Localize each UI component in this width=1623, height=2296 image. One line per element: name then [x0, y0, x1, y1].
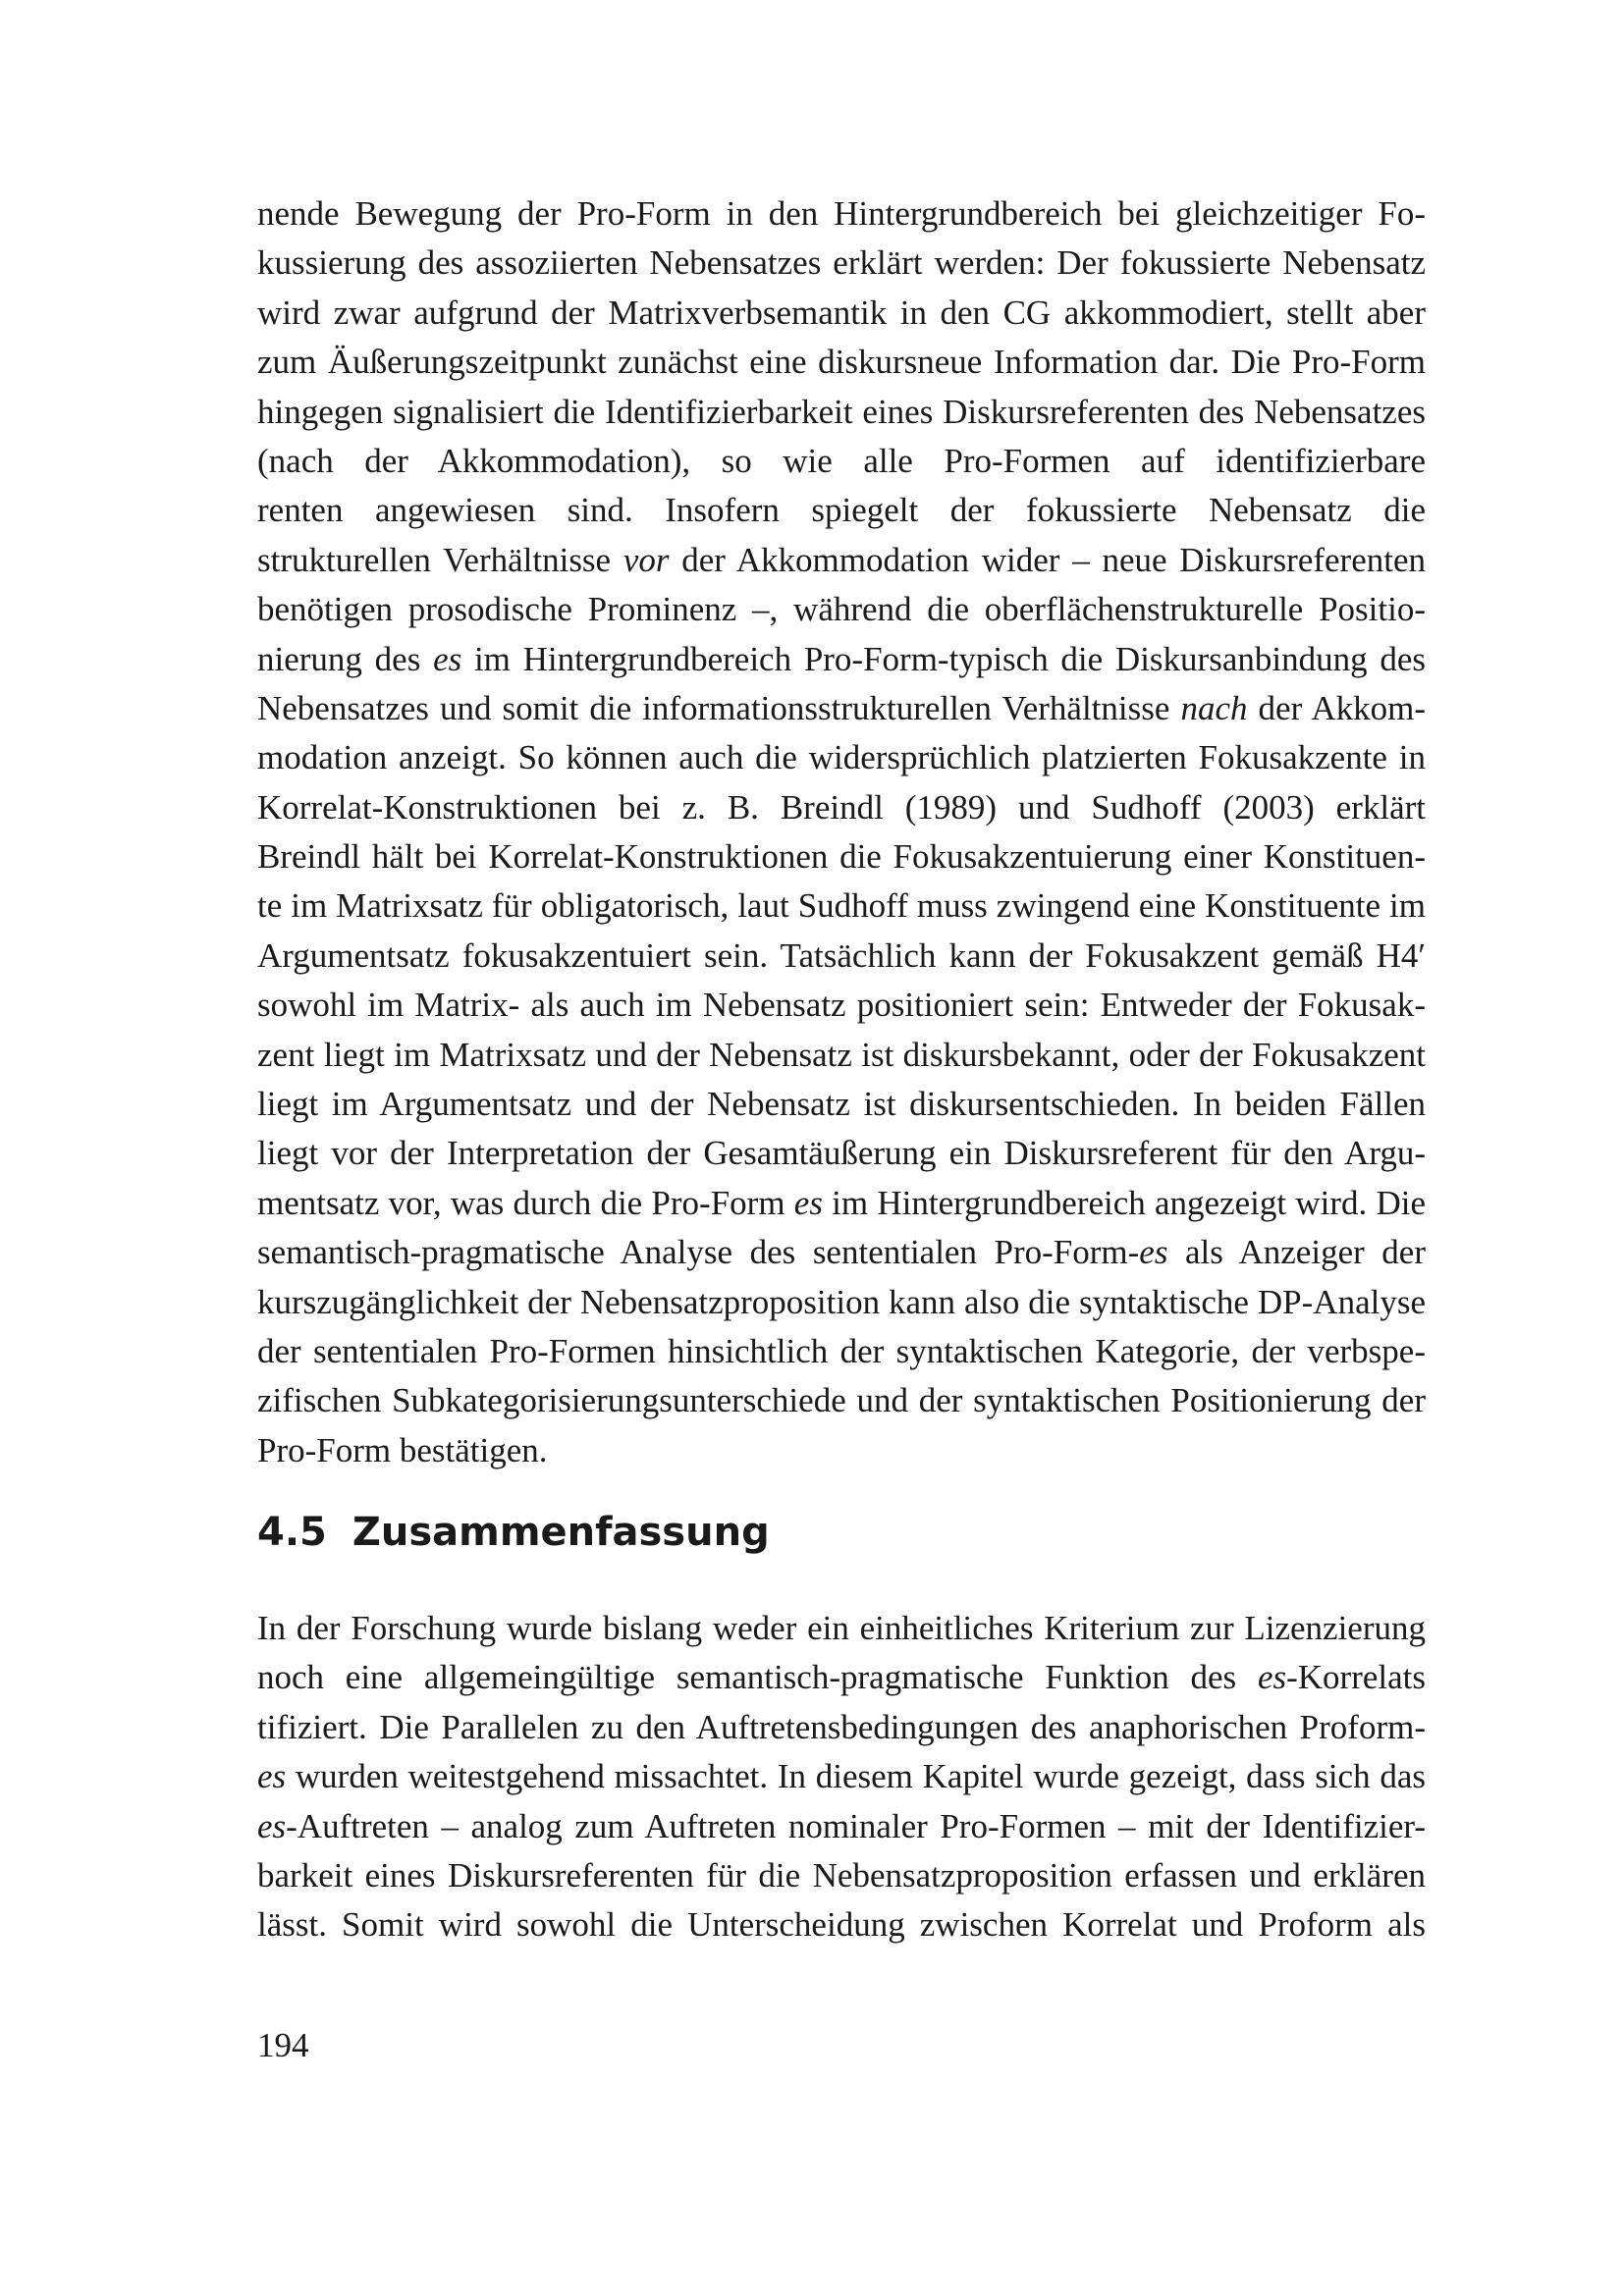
text-segment: der Akkommodation wider – neue Diskursreferenten [669, 540, 1426, 579]
text-line [257, 1802, 1426, 1851]
body-paragraph-continuation [257, 189, 1426, 1475]
text-line [257, 536, 1426, 585]
text-line [257, 1604, 1426, 1653]
section-number: 4.5 [257, 1510, 327, 1555]
text-line [257, 338, 1426, 387]
italic-term: es [1139, 1233, 1168, 1272]
section-title: Zusammenfassung [352, 1510, 770, 1555]
text-line [257, 783, 1426, 832]
text-line [257, 585, 1426, 634]
text-segment: nende Bewegung der Pro-Form in den Hintergrundbereich bei gleichzeitiger Fo- [257, 194, 1426, 233]
italic-term: nach [1180, 688, 1248, 727]
page-number: 194 [257, 2026, 309, 2064]
text-segment: (nach der Akkommodation), so wie alle Pro-Formen auf identifizierbare [257, 441, 1426, 480]
text-segment: noch eine allgemeingültige semantisch-pragmatische Funktion des [257, 1658, 1258, 1697]
text-segment: im Hintergrundbereich angezeigt wird. Die [822, 1183, 1426, 1222]
text-line [257, 832, 1426, 881]
text-segment: liegt im Argumentsatz und der Nebensatz ist diskursentschieden. In beiden Fällen [257, 1085, 1426, 1124]
text-segment: kussierung des assoziierten Nebensatzes erklärt werden: Der fokussierte Nebensatz [257, 243, 1426, 283]
text-line [257, 486, 1426, 535]
text-segment: wird zwar aufgrund der Matrixverbsemantik in den CG akkommodiert, stellt aber [257, 293, 1426, 332]
text-line [257, 189, 1426, 239]
text-line [257, 1129, 1426, 1178]
italic-term: vor [622, 540, 670, 579]
text-segment: Korrelat-Konstruktionen bei z. B. Breindl (1989) und Sudhoff (2003) erklärt [257, 787, 1426, 827]
italic-term: es [1257, 1658, 1287, 1697]
text-line [257, 1179, 1426, 1228]
italic-term: es [257, 1806, 287, 1845]
text-segment: im Hintergrundbereich Pro-Form-typisch die Diskursanbindung des [461, 639, 1426, 678]
text-segment: liegt vor der Interpretation der Gesamtäußerung ein Diskursreferent für den Argu- [257, 1134, 1426, 1173]
text-line [257, 1752, 1426, 1801]
text-line [257, 1278, 1426, 1327]
text-segment: strukturellen Verhältnisse [257, 540, 623, 579]
text-line [257, 881, 1426, 931]
text-line [257, 684, 1426, 733]
italic-term: es [257, 1757, 287, 1796]
text-segment: Breindl hält bei Korrelat-Konstruktionen die Fokusakzentuierung einer Konstituen- [257, 837, 1426, 877]
text-line [257, 289, 1426, 338]
italic-term: es [793, 1183, 823, 1222]
text-line [257, 1653, 1426, 1702]
text-segment: wurden weitestgehend missachtet. In diesem Kapitel wurde gezeigt, dass sich das [286, 1757, 1426, 1796]
text-segment: -Auftreten – analog zum Auftreten nominaler Pro-Formen – mit der Identifizier- [286, 1806, 1426, 1845]
text-line [257, 1228, 1426, 1277]
text-segment: zum Äußerungszeitpunkt zunächst eine diskursneue Information dar. Die Pro-Form [257, 343, 1426, 382]
text-segment: der Akkom- [1247, 688, 1426, 727]
text-segment: als Anzeiger der [1185, 1233, 1426, 1272]
text-segment: der sententialen Pro-Formen hinsichtlich der syntaktischen Kategorie, der verbspe- [257, 1331, 1426, 1370]
text-line [257, 388, 1426, 437]
text-line [257, 635, 1426, 684]
text-segment: benötigen prosodische Prominenz –, während die oberflächenstrukturelle Positio- [257, 590, 1426, 629]
text-segment: renten angewiesen sind. Insofern spiegelt der fokussierte Nebensatz die [257, 491, 1426, 530]
text-segment: zifischen Subkategorisierungsunterschiede und der syntaktischen Positionierung der [257, 1381, 1426, 1420]
text-line [257, 1900, 1426, 1949]
text-segment: Pro-Form bestätigen. [257, 1430, 548, 1469]
text-line [257, 239, 1426, 288]
text-segment: mentsatz vor, was durch die Pro-Form [257, 1183, 794, 1222]
text-line [257, 1426, 1426, 1475]
text-line [257, 932, 1426, 981]
text-segment: zent liegt im Matrixsatz und der Nebensatz ist diskursbekannt, oder der Fokusakzent [257, 1035, 1426, 1074]
section-heading [257, 1508, 770, 1557]
text-line [257, 1327, 1426, 1376]
text-segment: nierung des [257, 639, 434, 678]
text-segment: sowohl im Matrix- als auch im Nebensatz positioniert sein: Entweder der Fokusak- [257, 986, 1426, 1025]
italic-term: es [433, 639, 462, 678]
text-segment: tifiziert. Die Parallelen zu den Auftretensbedingungen des anaphorischen Proform- [257, 1707, 1426, 1746]
text-segment: semantisch-pragmatische Analyse des sententialen Pro-Form- [257, 1233, 1140, 1272]
text-line [257, 733, 1426, 782]
text-line [257, 1080, 1426, 1129]
text-line [257, 1031, 1426, 1080]
text-segment: barkeit eines Diskursreferenten für die Nebensatzproposition erfassen und erklären [257, 1855, 1426, 1895]
text-segment: Argumentsatz fokusakzentuiert sein. Tatsächlich kann der Fokusakzent gemäß H4′ [257, 935, 1426, 975]
body-paragraph-summary [257, 1604, 1426, 1950]
text-line [257, 1703, 1426, 1752]
text-segment: hingegen signalisiert die Identifizierbarkeit eines Diskursreferenten des Nebensatzes [257, 392, 1426, 431]
text-segment: kurszugänglichkeit der Nebensatzproposition kann also die syntaktische DP-Analyse [257, 1282, 1426, 1321]
text-segment: te im Matrixsatz für obligatorisch, laut Sudhoff muss zwingend eine Konstituente im [257, 886, 1426, 926]
text-line [257, 437, 1426, 486]
text-line [257, 1851, 1426, 1900]
text-segment: Nebensatzes und somit die informationsstrukturellen Verhältnisse [257, 688, 1181, 727]
text-segment: modation anzeigt. So können auch die widersprüchlich platzierten Fokusakzente in [257, 738, 1426, 777]
text-line [257, 981, 1426, 1030]
text-line [257, 1376, 1426, 1425]
text-segment: lässt. Somit wird sowohl die Unterscheidung zwischen Korrelat und Proform als [257, 1905, 1426, 1945]
text-segment: -Korrelats [1286, 1658, 1426, 1697]
text-segment: In der Forschung wurde bislang weder ein einheitliches Kriterium zur Lizenzierung [257, 1609, 1426, 1647]
